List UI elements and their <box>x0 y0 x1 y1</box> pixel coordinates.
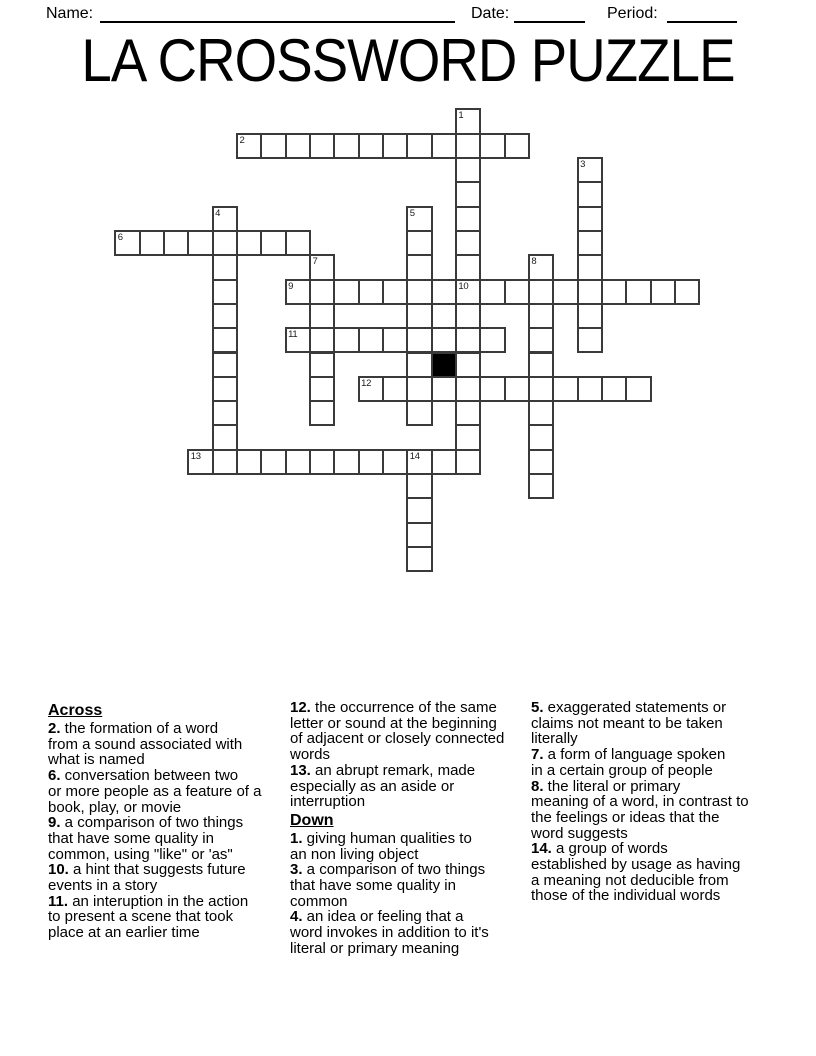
grid-cell[interactable] <box>577 157 603 183</box>
grid-cell[interactable] <box>674 279 700 305</box>
grid-cell[interactable] <box>528 279 554 305</box>
clue-line: established by usage as having <box>531 856 741 874</box>
grid-cell[interactable] <box>552 376 578 402</box>
grid-cell[interactable] <box>309 279 335 305</box>
clue-section-header: Down <box>290 811 334 829</box>
grid-cell[interactable] <box>309 376 335 402</box>
clue-line: those of the individual words <box>531 887 721 905</box>
grid-cell[interactable] <box>333 133 359 159</box>
grid-cell[interactable] <box>577 181 603 207</box>
grid-cell[interactable] <box>333 279 359 305</box>
clue-line: word invokes in addition to it's <box>290 924 489 942</box>
clue-line: from a sound associated with <box>48 735 243 753</box>
grid-cell[interactable] <box>333 449 359 475</box>
clue-number: 1 <box>458 110 464 122</box>
clue-line: 13. an abrupt remark, made <box>290 761 476 779</box>
grid-cell[interactable] <box>504 133 530 159</box>
grid-cell[interactable] <box>577 230 603 256</box>
grid-cell[interactable] <box>212 230 238 256</box>
clue-line: book, play, or movie <box>48 798 182 816</box>
grid-cell[interactable] <box>358 279 384 305</box>
clue-line: 8. the literal or primary <box>531 777 681 795</box>
clue-number: 11 <box>288 329 298 341</box>
clue-line: words <box>290 746 331 764</box>
grid-cell[interactable] <box>285 449 311 475</box>
grid-cell[interactable] <box>455 303 481 329</box>
grid-cell[interactable] <box>455 327 481 353</box>
grid-cell[interactable] <box>236 133 262 159</box>
clue-line: 2. the formation of a word <box>48 720 219 737</box>
grid-cell[interactable] <box>455 133 481 159</box>
grid-cell[interactable] <box>577 376 603 402</box>
grid-cell[interactable] <box>236 230 262 256</box>
clue-line: or more people as a feature of a <box>48 782 262 800</box>
grid-cell[interactable] <box>212 400 238 426</box>
grid-cell[interactable] <box>382 133 408 159</box>
clue-line: 3. a comparison of two things <box>290 861 486 879</box>
grid-cell[interactable] <box>333 327 359 353</box>
clue-line: interruption <box>290 793 366 811</box>
clue-number: 12 <box>361 377 372 389</box>
grid-cell[interactable] <box>552 279 578 305</box>
clue-column-1 <box>48 700 292 941</box>
grid-cell[interactable] <box>382 376 408 402</box>
grid-cell[interactable] <box>650 279 676 305</box>
grid-cell[interactable] <box>431 449 457 475</box>
grid-cell[interactable] <box>309 254 335 280</box>
clue-number: 3 <box>580 158 586 170</box>
period-label: Period: <box>607 5 658 22</box>
clue-line: letter or sound at the beginning <box>290 714 497 732</box>
clue-line: that have some quality in <box>290 877 456 895</box>
name-label: Name: <box>46 5 94 22</box>
grid-cell[interactable] <box>528 376 554 402</box>
grid-cell[interactable] <box>309 133 335 159</box>
grid-cell[interactable] <box>504 376 530 402</box>
grid-cell[interactable] <box>455 108 481 134</box>
grid-cell[interactable] <box>577 303 603 329</box>
grid-cell[interactable] <box>577 279 603 305</box>
grid-cell[interactable] <box>455 449 481 475</box>
grid-cell[interactable] <box>528 327 554 353</box>
grid-cell[interactable] <box>358 449 384 475</box>
clue-number: 14 <box>409 450 420 462</box>
clue-line: 12. the occurrence of the same <box>290 699 497 716</box>
grid-cell[interactable] <box>455 206 481 232</box>
grid-cell[interactable] <box>528 449 554 475</box>
grid-cell[interactable] <box>212 449 238 475</box>
clue-number: 8 <box>531 256 537 268</box>
grid-cell[interactable] <box>406 327 432 353</box>
grid-cell[interactable] <box>358 133 384 159</box>
page-title: LA CROSSWORD PUZZLE <box>81 27 735 94</box>
grid-cell[interactable] <box>528 352 554 378</box>
grid-cell[interactable] <box>479 279 505 305</box>
grid-cell[interactable] <box>309 327 335 353</box>
clue-line: 9. a comparison of two things <box>48 814 244 832</box>
grid-cell[interactable] <box>406 546 432 572</box>
grid-cell[interactable] <box>577 327 603 353</box>
grid-cell[interactable] <box>406 352 432 378</box>
grid-cell[interactable] <box>382 449 408 475</box>
grid-cell[interactable] <box>236 449 262 475</box>
grid-cell[interactable] <box>212 206 238 232</box>
clue-line: to present a scene that took <box>48 908 234 926</box>
clue-line: an non living object <box>290 845 419 863</box>
grid-cell[interactable] <box>479 376 505 402</box>
grid-cell[interactable] <box>163 230 189 256</box>
grid-cell[interactable] <box>382 279 408 305</box>
grid-cell[interactable] <box>528 424 554 450</box>
grid-cell[interactable] <box>455 424 481 450</box>
grid-cell[interactable] <box>455 400 481 426</box>
grid-cell[interactable] <box>455 157 481 183</box>
grid-cell[interactable] <box>260 133 286 159</box>
grid-cell[interactable] <box>212 327 238 353</box>
clue-line: literally <box>531 730 578 748</box>
grid-cell[interactable] <box>358 327 384 353</box>
clue-number: 13 <box>190 450 201 462</box>
grid-cell[interactable] <box>212 279 238 305</box>
black-cell <box>431 352 457 378</box>
grid-cell[interactable] <box>285 230 311 256</box>
grid-cell[interactable] <box>504 279 530 305</box>
grid-cell[interactable] <box>309 400 335 426</box>
grid-cell[interactable] <box>309 303 335 329</box>
clue-line: events in a story <box>48 877 158 895</box>
grid-cell[interactable] <box>406 133 432 159</box>
clue-number: 9 <box>288 280 294 292</box>
grid-cell[interactable] <box>406 279 432 305</box>
clue-line: 7. a form of language spoken <box>531 746 726 764</box>
grid-cell[interactable] <box>528 254 554 280</box>
grid-cell[interactable] <box>455 376 481 402</box>
grid-cell[interactable] <box>625 376 651 402</box>
grid-cell[interactable] <box>358 376 384 402</box>
grid-cell[interactable] <box>285 327 311 353</box>
clue-line: what is named <box>48 751 145 769</box>
grid-cell[interactable] <box>187 449 213 475</box>
grid-cell[interactable] <box>406 400 432 426</box>
clue-line: 14. a group of words <box>531 840 668 858</box>
grid-cell[interactable] <box>406 206 432 232</box>
clue-line: common <box>290 892 348 910</box>
clue-line: literal or primary meaning <box>290 939 460 957</box>
clue-number: 2 <box>239 134 245 146</box>
grid-cell[interactable] <box>528 473 554 499</box>
grid-cell[interactable] <box>212 303 238 329</box>
grid-cell[interactable] <box>455 279 481 305</box>
grid-cell[interactable] <box>187 230 213 256</box>
grid-cell[interactable] <box>406 522 432 548</box>
grid-cell[interactable] <box>212 376 238 402</box>
clue-number: 7 <box>312 256 318 268</box>
clue-line: 1. giving human qualities to <box>290 829 472 847</box>
grid-cell[interactable] <box>309 449 335 475</box>
clue-line: meaning of a word, in contrast to <box>531 793 749 811</box>
grid-cell[interactable] <box>528 400 554 426</box>
clue-section-header: Across <box>48 702 103 719</box>
grid-cell[interactable] <box>431 279 457 305</box>
clue-line: word suggests <box>531 824 628 842</box>
grid-cell[interactable] <box>625 279 651 305</box>
grid-cell[interactable] <box>406 497 432 523</box>
grid-cell[interactable] <box>601 376 627 402</box>
grid-cell[interactable] <box>406 376 432 402</box>
grid-cell[interactable] <box>406 449 432 475</box>
clue-column-2 <box>290 700 534 957</box>
grid-cell[interactable] <box>139 230 165 256</box>
clue-line: especially as an aside or <box>290 777 455 795</box>
grid-cell[interactable] <box>212 352 238 378</box>
grid-cell[interactable] <box>455 230 481 256</box>
clue-number: 10 <box>458 280 469 292</box>
grid-cell[interactable] <box>406 303 432 329</box>
grid-cell[interactable] <box>260 449 286 475</box>
grid-cell[interactable] <box>114 230 140 256</box>
grid-cell[interactable] <box>577 206 603 232</box>
clue-line: 6. conversation between two <box>48 767 239 785</box>
grid-cell[interactable] <box>455 254 481 280</box>
grid-cell[interactable] <box>382 327 408 353</box>
grid-cell[interactable] <box>577 254 603 280</box>
grid-cell[interactable] <box>455 181 481 207</box>
grid-cell[interactable] <box>406 254 432 280</box>
clue-line: common, using "like" or 'as" <box>48 845 233 863</box>
grid-cell[interactable] <box>455 352 481 378</box>
grid-cell[interactable] <box>431 133 457 159</box>
grid-cell[interactable] <box>406 473 432 499</box>
grid-cell[interactable] <box>601 279 627 305</box>
clue-column-3 <box>531 700 775 904</box>
clue-number: 6 <box>117 231 123 243</box>
clue-line: place at an earlier time <box>48 924 200 942</box>
clue-line: 5. exaggerated statements or <box>531 699 727 716</box>
clue-line: a meaning not deducible from <box>531 871 729 889</box>
grid-cell[interactable] <box>431 376 457 402</box>
clue-line: in a certain group of people <box>531 761 713 779</box>
clue-line: that have some quality in <box>48 829 214 847</box>
grid-cell[interactable] <box>406 230 432 256</box>
clue-line: the feelings or ideas that the <box>531 808 720 826</box>
grid-cell[interactable] <box>212 424 238 450</box>
grid-cell[interactable] <box>479 327 505 353</box>
clue-number: 5 <box>409 207 415 219</box>
date-label: Date: <box>471 5 510 22</box>
clue-line: 11. an interuption in the action <box>48 892 249 910</box>
clue-line: of adjacent or closely connected <box>290 730 505 748</box>
clue-line: claims not meant to be taken <box>531 714 723 732</box>
grid-cell[interactable] <box>260 230 286 256</box>
clue-line: 4. an idea or feeling that a <box>290 908 464 926</box>
clue-number: 4 <box>215 207 221 219</box>
grid-cell[interactable] <box>309 352 335 378</box>
grid-cell[interactable] <box>285 133 311 159</box>
grid-cell[interactable] <box>212 254 238 280</box>
clue-line: 10. a hint that suggests future <box>48 861 246 879</box>
grid-cell[interactable] <box>528 303 554 329</box>
grid-cell[interactable] <box>431 327 457 353</box>
grid-cell[interactable] <box>285 279 311 305</box>
grid-cell[interactable] <box>479 133 505 159</box>
